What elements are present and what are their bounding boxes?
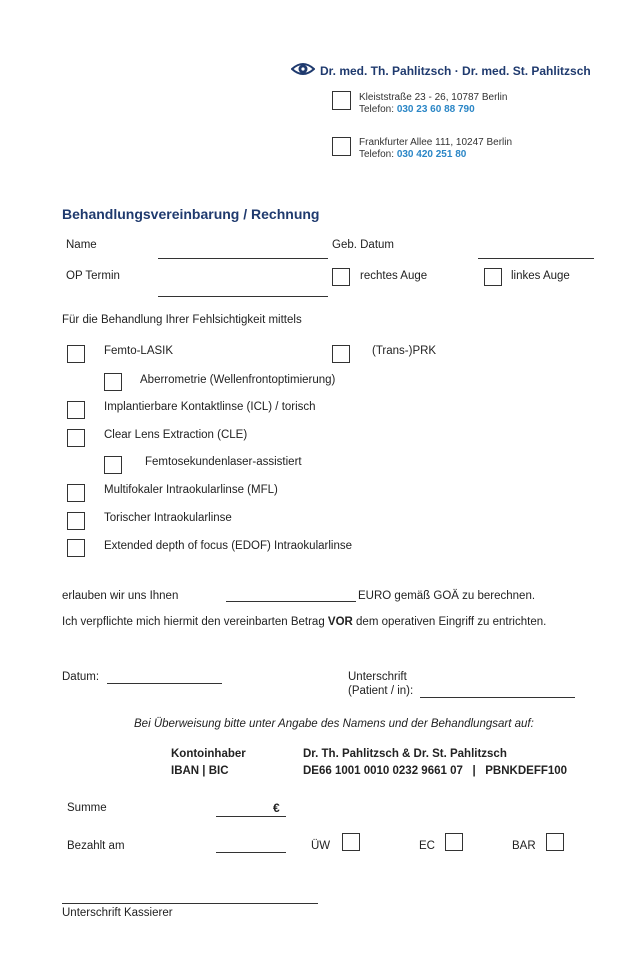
toric-label: Torischer Intraokularlinse (104, 512, 232, 524)
bank-note-emphasis: Angabe des Namens und der Behandlungsart auf: (278, 718, 534, 730)
commitment-text (62, 616, 594, 629)
aberrometry-checkbox[interactable] (104, 373, 122, 391)
femto-lasik-checkbox[interactable] (67, 345, 85, 363)
bank-note-prefix: Bei Überweisung bitte unter (134, 718, 279, 730)
euro-symbol: € (273, 801, 280, 815)
fee-suffix: EURO gemäß GOÄ zu berechnen. (358, 590, 536, 602)
paid-date-label: Bezahlt am (67, 840, 125, 852)
method-cash-checkbox[interactable] (546, 833, 564, 851)
signature-sublabel: (Patient / in): (348, 685, 414, 697)
right-eye-checkbox[interactable] (332, 268, 350, 286)
bank-note (134, 718, 534, 730)
icl-checkbox[interactable] (67, 401, 85, 419)
method-transfer-checkbox[interactable] (342, 833, 360, 851)
phone-line (359, 149, 512, 161)
fee-amount-field[interactable] (226, 601, 356, 602)
toric-checkbox[interactable] (67, 512, 85, 530)
account-holder-value: Dr. Th. Pahlitzsch & Dr. St. Pahlitzsch (303, 748, 507, 760)
phone-number[interactable]: 030 420 251 80 (396, 149, 467, 160)
fee-prefix: erlauben wir uns Ihnen (62, 590, 179, 602)
op-date-label: OP Termin (66, 270, 120, 282)
femto-assisted-checkbox[interactable] (104, 456, 122, 474)
edof-label: Extended depth of focus (EDOF) Intraokularlinse (104, 540, 353, 552)
left-eye-checkbox[interactable] (484, 268, 502, 286)
phone-label: Telefon: (359, 149, 397, 160)
sum-label: Summe (67, 802, 107, 814)
date-field[interactable] (107, 683, 222, 684)
commitment-after: dem operativen Eingriff zu entrichten. (352, 616, 547, 628)
method-transfer-label: ÜW (311, 840, 331, 852)
name-label: Name (66, 239, 97, 251)
name-field[interactable] (158, 258, 328, 259)
phone-number[interactable]: 030 23 60 88 790 (396, 104, 475, 115)
commitment-before: Ich verpflichte mich hiermit den vereinbarten Betrag (62, 616, 328, 628)
femto-assisted-label: Femtosekundenlaser-assistiert (145, 456, 302, 468)
mfl-checkbox[interactable] (67, 484, 85, 502)
address-text: Frankfurter Allee 111, 10247 Berlin (359, 137, 513, 148)
address-text: Kleiststraße 23 - 26, 10787 Berlin (359, 92, 508, 103)
phone-label: Telefon: (359, 104, 397, 115)
edof-checkbox[interactable] (67, 539, 85, 557)
treatment-intro: Für die Behandlung Ihrer Fehlsichtigkeit mittels (62, 314, 302, 326)
form-title: Behandlungsvereinbarung / Rechnung (62, 206, 320, 222)
location-checkbox-kleiststrasse[interactable] (332, 91, 351, 110)
femto-lasik-label: Femto-LASIK (104, 345, 174, 357)
location-kleiststrasse (359, 92, 507, 116)
birthdate-field[interactable] (478, 258, 594, 259)
practice-logo-icon (291, 60, 315, 78)
icl-label: Implantierbare Kontaktlinse (ICL) / torisch (104, 401, 316, 413)
aberrometry-label: Aberrometrie (Wellenfrontoptimierung) (140, 374, 336, 386)
date-label: Datum: (62, 671, 100, 683)
left-eye-label: linkes Auge (511, 270, 570, 282)
practice-name: Dr. med. Th. Pahlitzsch · Dr. med. St. Pahlitzsch (320, 64, 591, 78)
cle-label: Clear Lens Extraction (CLE) (104, 429, 248, 441)
account-holder-label: Kontoinhaber (171, 748, 246, 760)
patient-signature-field[interactable] (420, 697, 575, 698)
iban-bic-label: IBAN | BIC (171, 765, 229, 777)
trans-prk-checkbox[interactable] (332, 345, 350, 363)
birthdate-label: Geb. Datum (332, 239, 394, 251)
op-date-field[interactable] (158, 296, 328, 297)
cle-checkbox[interactable] (67, 429, 85, 447)
location-checkbox-frankfurter-allee[interactable] (332, 137, 351, 156)
phone-line (359, 104, 507, 116)
trans-prk-label: (Trans-)PRK (372, 345, 437, 357)
location-frankfurter-allee (359, 137, 512, 161)
mfl-label: Multifokaler Intraokularlinse (MFL) (104, 484, 278, 496)
sum-field[interactable] (216, 816, 286, 817)
commitment-emphasis: VOR (327, 616, 353, 628)
cashier-signature-label: Unterschrift Kassierer (62, 907, 173, 919)
iban-bic-value: DE66 1001 0010 0232 9661 07 | PBNKDEFF100 (303, 765, 568, 777)
signature-label: Unterschrift (348, 671, 407, 683)
right-eye-label: rechtes Auge (360, 270, 428, 282)
method-ec-checkbox[interactable] (445, 833, 463, 851)
cashier-signature-field[interactable] (62, 903, 318, 904)
paid-date-field[interactable] (216, 852, 286, 853)
method-cash-label: BAR (512, 840, 536, 852)
method-ec-label: EC (419, 840, 435, 852)
